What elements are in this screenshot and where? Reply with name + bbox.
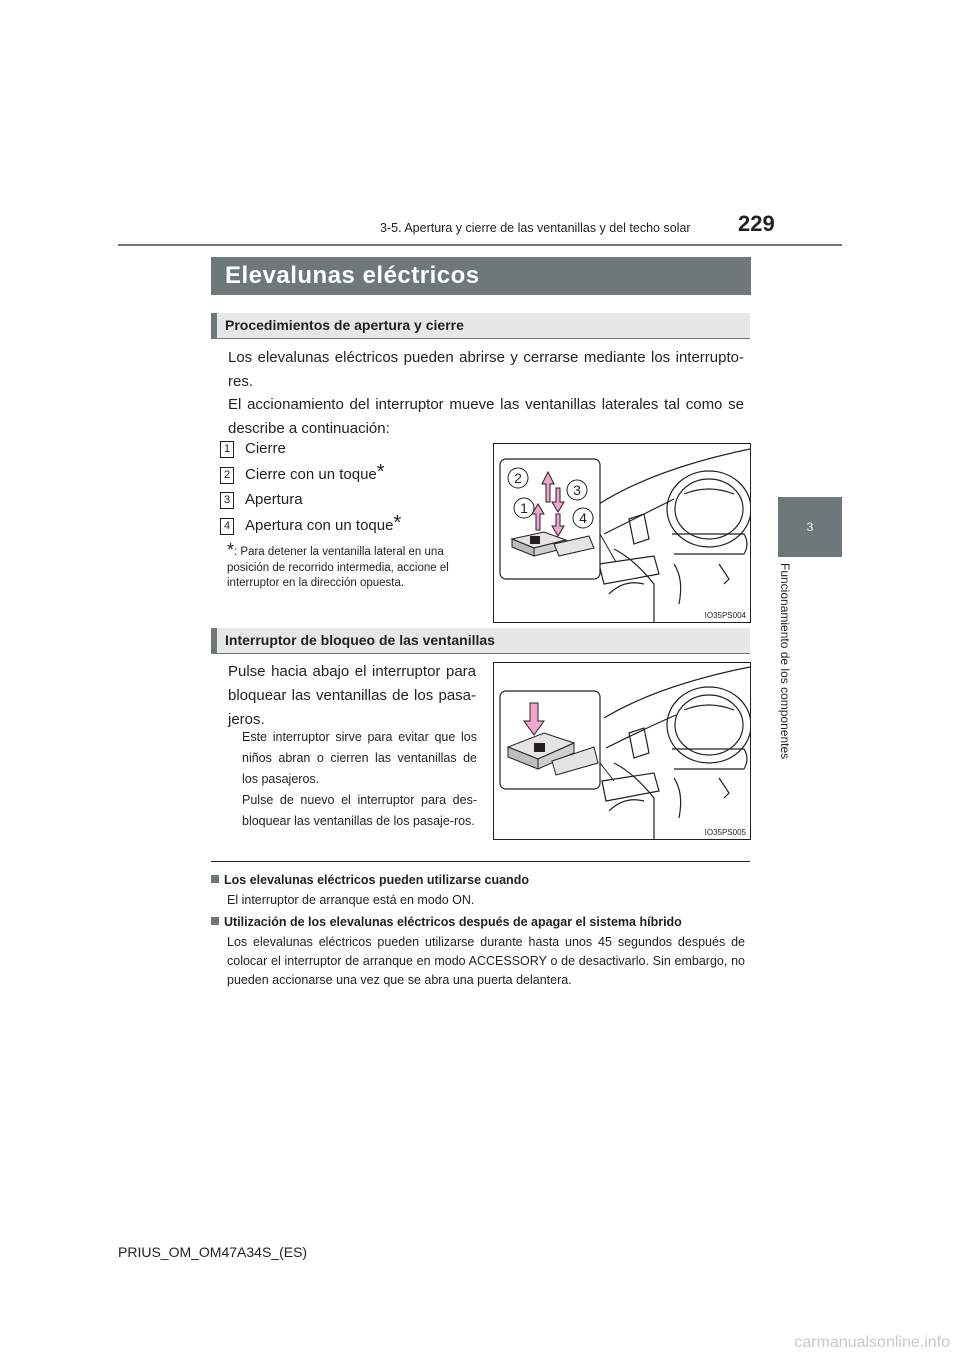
note-text: El interruptor de arranque está en modo ON. (227, 893, 475, 907)
footnote (227, 540, 477, 592)
page-number: 229 (738, 211, 775, 236)
item-label: Cierre (245, 440, 286, 457)
watermark: carmanualsonline.info (794, 1334, 950, 1351)
figure-window-switch (493, 443, 751, 623)
window-switch-illustration (494, 444, 750, 622)
note-heading: Los elevalunas eléctricos pueden utilizarse cuando (211, 873, 529, 887)
header-divider (118, 244, 842, 246)
subsection-heading-lock (211, 628, 750, 654)
intro-paragraph: Los elevalunas eléctricos pueden abrirse y cerrarse mediante los interrupto-res. (228, 349, 744, 390)
list-item (220, 491, 303, 509)
note-text: Los elevalunas eléctricos pueden utilizarse durante hasta unos 45 segundos después de colocar el interruptor de arranque en modo ACCESSORY o de desactivarlo. Sin embargo, no pueden accionarse una vez que se abra una puerta delantera. (227, 935, 745, 987)
notes-divider (211, 861, 750, 862)
figure-code: IO35PS004 (704, 611, 746, 620)
item-number-badge: 4 (220, 518, 234, 535)
figure-code: IO35PS005 (704, 828, 746, 837)
item-number-badge: 3 (220, 492, 234, 509)
bullet-square-icon (211, 917, 219, 925)
footnote-text: : Para detener la ventanilla lateral en una posición de recorrido intermedia, accione el interruptor en la dirección opuesta. (227, 546, 449, 589)
callout-4: 4 (579, 510, 587, 526)
note-heading: Utilización de los elevalunas eléctricos después de apagar el sistema híbrido (211, 915, 682, 929)
subsection-title: Interruptor de bloqueo de las ventanillas (225, 632, 495, 648)
list-item (220, 461, 385, 484)
list-item (220, 440, 286, 458)
chapter-tab-label-text: Funcionamiento de los componentes (778, 563, 792, 760)
subsection-title: Procedimientos de apertura y cierre (225, 317, 464, 333)
lock-note-purpose: Este interruptor sirve para evitar que los niños abran o cierren las ventanillas de los pasajeros. (242, 730, 477, 786)
item-number-badge: 2 (220, 467, 234, 484)
item-number-badge: 1 (220, 441, 234, 458)
list-item (220, 512, 402, 535)
asterisk: * (376, 461, 385, 483)
document-id: PRIUS_OM_OM47A34S_(ES) (118, 1244, 308, 1260)
lock-note-unlock: Pulse de nuevo el interruptor para des-bloquear las ventanillas de los pasaje-ros. (242, 793, 477, 828)
lock-switch-illustration (494, 663, 750, 839)
chapter-tab-label (778, 563, 808, 793)
callout-2: 2 (514, 470, 522, 486)
section-title: Elevalunas eléctricos (211, 257, 751, 295)
bullet-square-icon (211, 875, 219, 883)
item-label: Cierre con un toque (245, 466, 377, 483)
item-label: Apertura con un toque (245, 517, 394, 534)
footnote-asterisk: * (227, 540, 235, 560)
subsection-marker (211, 313, 217, 338)
subsection-heading-opening (211, 313, 750, 339)
subsection-marker (211, 628, 217, 653)
callout-3: 3 (573, 482, 581, 498)
asterisk: * (393, 512, 402, 534)
operation-paragraph: El accionamiento del interruptor mueve las ventanillas laterales tal como se describe a continuación: (228, 396, 744, 437)
figure-lock-switch (493, 662, 751, 840)
item-label: Apertura (245, 491, 303, 508)
chapter-tab: 3 (778, 497, 842, 557)
callout-1: 1 (520, 500, 528, 516)
chapter-title: 3-5. Apertura y cierre de las ventanillas y del techo solar (380, 221, 691, 235)
lock-paragraph: Pulse hacia abajo el interruptor para bloquear las ventanillas de los pasa-jeros. (228, 663, 476, 728)
